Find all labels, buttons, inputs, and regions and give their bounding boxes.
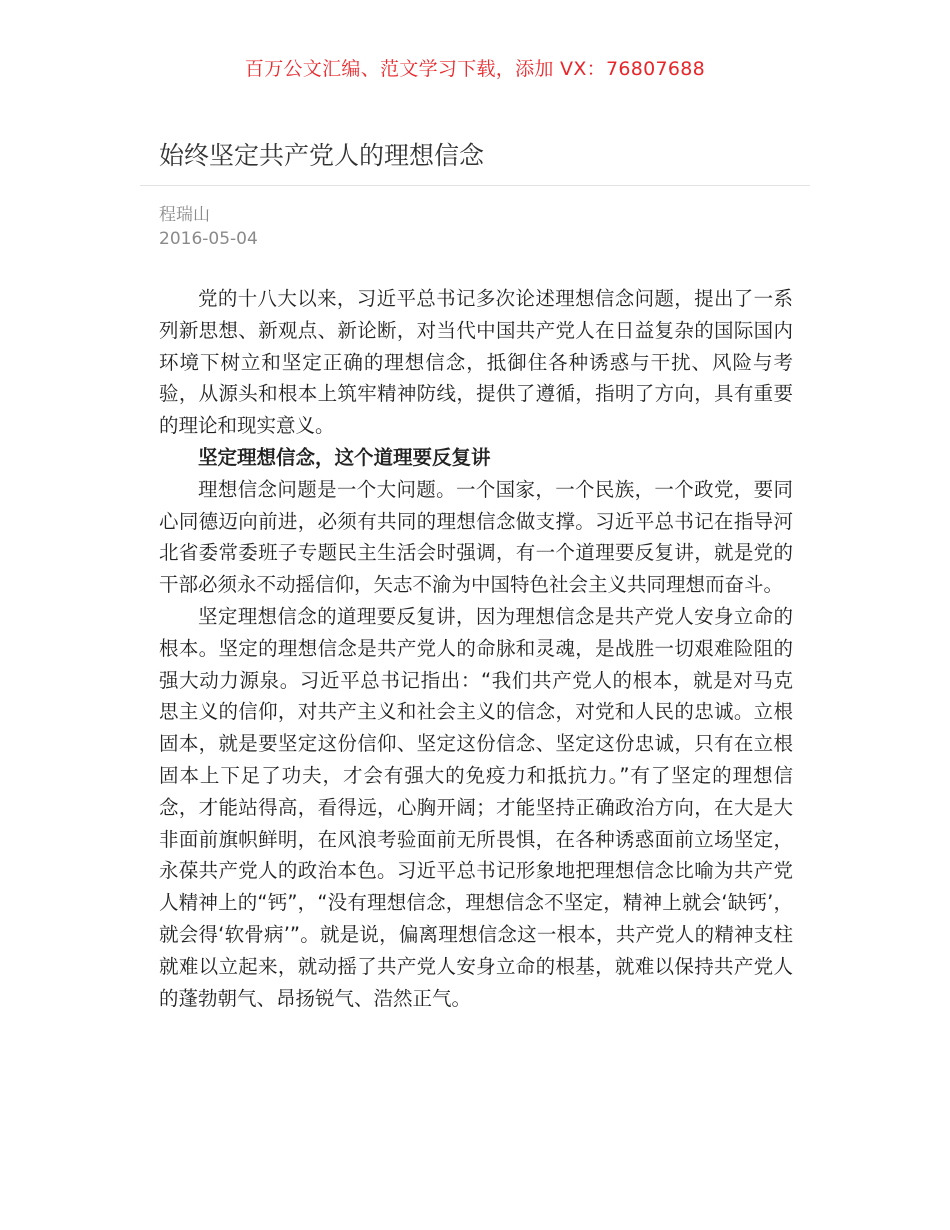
title-divider: [140, 185, 810, 186]
body-paragraph: 理想信念问题是一个大问题。一个国家，一个民族，一个政党，要同心同德迈向前进，必须有共同的理想信念做支撑。习近平总书记在指导河北省委常委班子专题民主生活会时强调，有一个道理要反复讲，就是党的干部必须永不动摇信仰，矢志不渝为中国特色社会主义共同理想而奋斗。: [159, 477, 793, 597]
article-title: 始终坚定共产党人的理想信念: [159, 141, 485, 170]
article-author: 程瑞山: [159, 205, 210, 225]
article-date: 2016-05-04: [159, 229, 258, 249]
body-paragraph: 党的十八大以来，习近平总书记多次论述理想信念问题，提出了一系列新思想、新观点、新论断，对当代中国共产党人在日益复杂的国际国内环境下树立和坚定正确的理想信念，抵御住各种诱惑与干扰、风险与考验，从源头和根本上筑牢精神防线，提供了遵循，指明了方向，具有重要的理论和现实意义。: [159, 287, 793, 438]
article-body: [159, 283, 793, 1014]
promo-banner: 百万公文汇编、范文学习下载，添加 VX：76807688: [244, 58, 706, 80]
section-heading: 坚定理想信念，这个道理要反复讲: [198, 445, 491, 469]
body-paragraph: 坚定理想信念的道理要反复讲，因为理想信念是共产党人安身立命的根本。坚定的理想信念是共产党人的命脉和灵魂，是战胜一切艰难险阻的强大动力源泉。习近平总书记指出：“我们共产党人的根本，就是对马克思主义的信仰，对共产主义和社会主义的信念，对党和人民的忠诚。立根固本，就是要坚定这份信仰、坚定这份信念、坚定这份忠诚，只有在立根固本上下足了功夫，才会有强大的免疫力和抵抗力。”有了坚定的理想信念，才能站得高，看得远，心胸开阔；才能坚持正确政治方向，在大是大非面前旗帜鲜明，在风浪考验面前无所畏惧，在各种诱惑面前立场坚定，永葆共产党人的政治本色。习近平总书记形象地把理想信念比喻为共产党人精神上的“钙”，“没有理想信念，理想信念不坚定，精神上就会‘缺钙’，就会得‘软骨病’”。就是说，偏离理想信念这一根本，共产党人的精神支柱就难以立起来，就动摇了共产党人安身立命的根基，就难以保持共产党人的蓬勃朝气、昂扬锐气、浩然正气。: [159, 604, 793, 1010]
